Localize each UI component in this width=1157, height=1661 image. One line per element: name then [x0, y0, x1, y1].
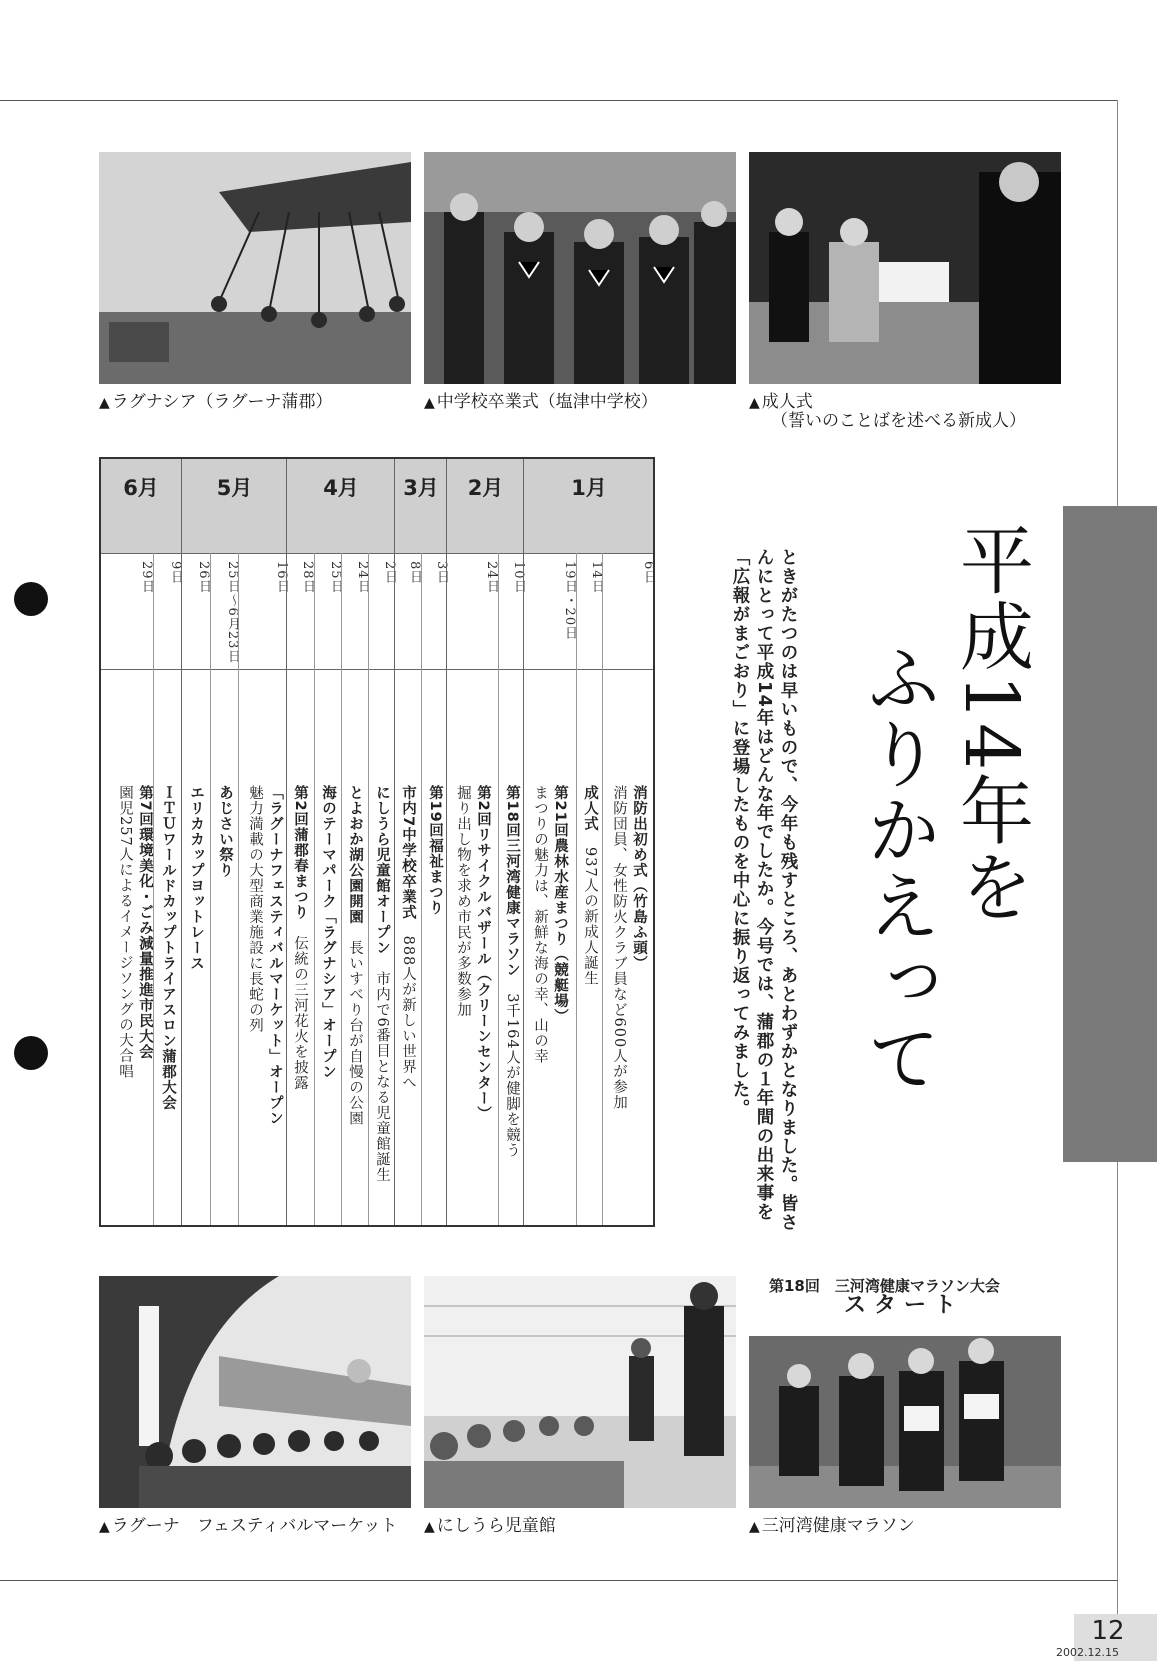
intro-paragraph: ときがたつのは早いもので、今年も残すところ、あとわずかとなりました。皆さんにとって平成14年はどんな年でしたか。今号では、蒲郡の１年間の出来事を「広報がまごおり」に登場したものを中心に振り返ってみました。: [730, 548, 798, 1232]
entry-text: エリカカップヨットレース: [188, 785, 204, 971]
page-title-line2: ふりかえって: [855, 640, 941, 1096]
section-tab: [1063, 506, 1157, 1162]
entry-day: 6日: [641, 561, 656, 585]
marathon-banner-line2: スタート: [844, 1293, 965, 1318]
month-label-march: 3月: [403, 476, 439, 500]
month-column-march: [394, 459, 447, 1225]
entry-day: 29日: [139, 561, 154, 594]
entry-may-26: [182, 553, 210, 1225]
entry-day: 8日: [407, 561, 422, 585]
entry-day: 3日: [434, 561, 449, 585]
month-label-april: 4月: [323, 476, 359, 500]
photo-marathon-start: [749, 1276, 1061, 1508]
photo-nishiura-childrens-hall: [424, 1276, 736, 1508]
entry-text: 消防出初め式（竹島ふ頭） 消防団員、女性防火クラブ員など600人が参加: [611, 785, 647, 1111]
entry-day: 28日: [300, 561, 315, 594]
entry-may-16: [238, 553, 288, 1225]
caption-photo5: ▲ にしうら児童館: [424, 1516, 556, 1536]
entry-january-6: [602, 553, 655, 1225]
photo-coming-of-age: [749, 152, 1061, 384]
entry-day: 24日: [355, 561, 370, 594]
caption-photo2: ▲ 中学校卒業式（塩津中学校）: [424, 392, 658, 412]
entry-text: ＩＴＵワールドカップトライアスロン蒲郡大会: [160, 785, 176, 1111]
entry-text: 海のテーマパーク「ラグナシア」オープン: [320, 785, 336, 1080]
entry-april-25: [314, 553, 342, 1225]
entry-text: 第18回三河湾健康マラソン 3千164人が健脚を競う: [504, 785, 520, 1159]
entry-march-8: [395, 553, 421, 1225]
entry-may-25: [210, 553, 239, 1225]
entry-february-10: [498, 553, 525, 1225]
binder-hole-lower: [14, 1036, 48, 1070]
entry-day: 25日: [328, 561, 343, 594]
entry-text: 「ラグーナフェスティバルマーケット」オープン 魅力満載の大型商業施設に長蛇の列: [247, 785, 283, 1126]
month-label-january: 1月: [571, 476, 607, 500]
month-column-january: [523, 459, 654, 1225]
issue-date: 2002.12.15: [1056, 1646, 1119, 1659]
entry-day: 16日: [274, 561, 289, 594]
timeline-table: [99, 457, 655, 1227]
entry-day: 14日: [589, 561, 604, 594]
entry-text: あじさい祭り: [217, 785, 233, 878]
page-number: 12: [1091, 1616, 1125, 1646]
entry-text: 第2回蒲郡春まつり 伝統の三河花火を披露: [292, 785, 308, 1091]
entry-april-2: [368, 553, 396, 1225]
entry-text: 市内7中学校卒業式 888人が新しい世界へ: [400, 785, 416, 1091]
entry-text: とよおか湖公園開園 長いすべり台が自慢の公園: [347, 785, 363, 1126]
photo-graduation: [424, 152, 736, 384]
month-label-may: 5月: [216, 476, 253, 500]
month-column-february: [446, 459, 524, 1225]
entry-day: 10日: [511, 561, 526, 594]
entry-text: 第7回環境美化・ごみ減量推進市民大会 園児257人によるイメージソングの大合唱: [117, 785, 153, 1080]
month-column-may: [181, 459, 287, 1225]
entry-day: 9日: [168, 561, 183, 585]
entry-june-29: [101, 553, 153, 1225]
entry-march-3: [421, 553, 448, 1225]
entry-text: 第21回農林水産まつり（競艇場） まつりの魅力は、新鮮な海の幸、山の幸: [532, 785, 568, 1064]
entry-text: 第19回福祉まつり: [427, 785, 443, 916]
month-column-april: [286, 459, 395, 1225]
photo-laguna-swing-ride: [99, 152, 411, 384]
entry-day: 26日: [196, 561, 211, 594]
caption-photo3: ▲ 成人式: [749, 392, 813, 412]
marathon-banner-line1: 第18回 三河湾健康マラソン大会: [769, 1277, 1000, 1295]
entry-day: 2日: [382, 561, 397, 585]
entry-february-24: [447, 553, 498, 1225]
caption-photo6: ▲ 三河湾健康マラソン: [749, 1516, 915, 1536]
entry-april-24: [341, 553, 369, 1225]
entry-april-28: [287, 553, 314, 1225]
entry-day: 19日・20日: [562, 561, 577, 641]
caption-photo1: ▲ ラグナシア（ラグーナ蒲郡）: [99, 392, 333, 412]
caption-photo3-sub: （誓いのことばを述べる新成人）: [771, 411, 1026, 431]
top-rule: [0, 100, 1118, 101]
entry-text: 第2回リサイクルバザール（クリーンセンター） 掘り出し物を求め市民が多数参加: [455, 785, 491, 1122]
entry-june-9: [153, 553, 182, 1225]
page-title-line1: 平成14年を: [948, 522, 1034, 925]
bottom-rule: [0, 1580, 1118, 1581]
month-label-february: 2月: [467, 476, 504, 500]
photo-festival-market: [99, 1276, 411, 1508]
month-column-june: [101, 459, 181, 1225]
entry-january-14: [576, 553, 603, 1225]
binder-hole-upper: [14, 582, 48, 616]
entry-january-19: [524, 553, 576, 1225]
entry-text: にしうら児童館オープン 市内で6番目となる児童館誕生: [374, 785, 390, 1183]
month-label-june: 6月: [123, 476, 159, 500]
entry-day: 24日: [484, 561, 499, 594]
entry-day: 25日～6月23日: [225, 561, 240, 664]
caption-photo4: ▲ ラグーナ フェスティバルマーケット: [99, 1516, 398, 1536]
entry-text: 成人式 937人の新成人誕生: [582, 785, 598, 987]
